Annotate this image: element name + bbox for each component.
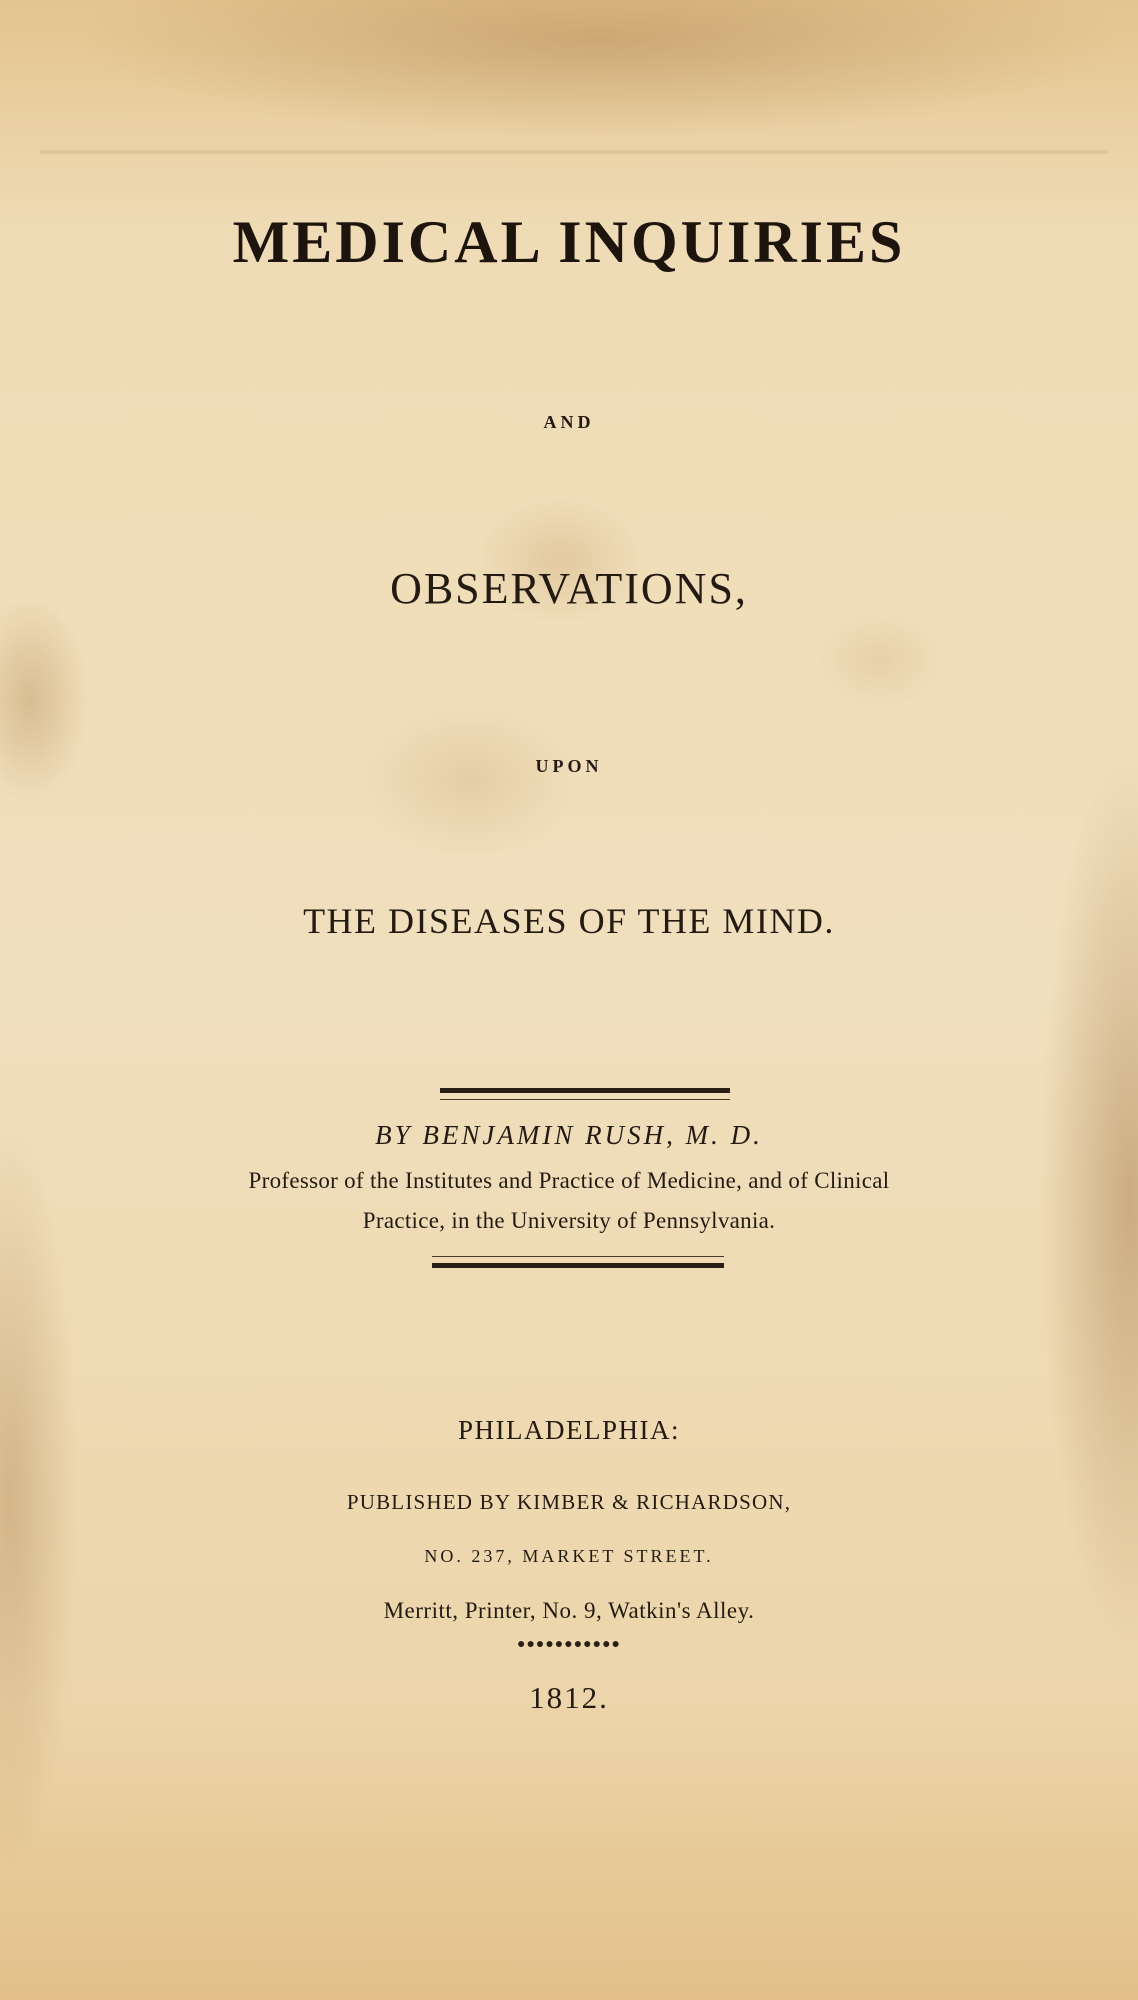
title-preposition: UPON (535, 756, 603, 776)
book-subtitle: OBSERVATIONS, (390, 564, 748, 613)
author-line: BY BENJAMIN RUSH, M. D. (375, 1120, 763, 1150)
affiliation-line-2: Practice, in the University of Pennsylvania. (362, 1208, 776, 1233)
paper-fold-shadow (40, 150, 1108, 154)
top-rule-thin (440, 1099, 730, 1100)
publication-year: 1812. (529, 1680, 609, 1715)
top-rule-thick (440, 1088, 730, 1093)
title-conjunction: AND (543, 412, 595, 432)
affiliation-line-1: Professor of the Institutes and Practice of Medicine, and of Clinical (248, 1168, 890, 1193)
book-subject: THE DISEASES OF THE MIND. (303, 901, 835, 941)
book-title: MEDICAL INQUIRIES (232, 209, 906, 275)
imprint-printer: Merritt, Printer, No. 9, Watkin's Alley. (383, 1598, 755, 1623)
imprint-city: PHILADELPHIA: (458, 1415, 680, 1445)
imprint-address: NO. 237, MARKET STREET. (424, 1546, 714, 1566)
bottom-rule-thick (432, 1263, 724, 1268)
dotted-ornament: ●●●●●●●●●●● (516, 1637, 622, 1652)
bottom-rule-thin (432, 1256, 724, 1257)
imprint-publisher: PUBLISHED BY KIMBER & RICHARDSON, (346, 1490, 792, 1514)
